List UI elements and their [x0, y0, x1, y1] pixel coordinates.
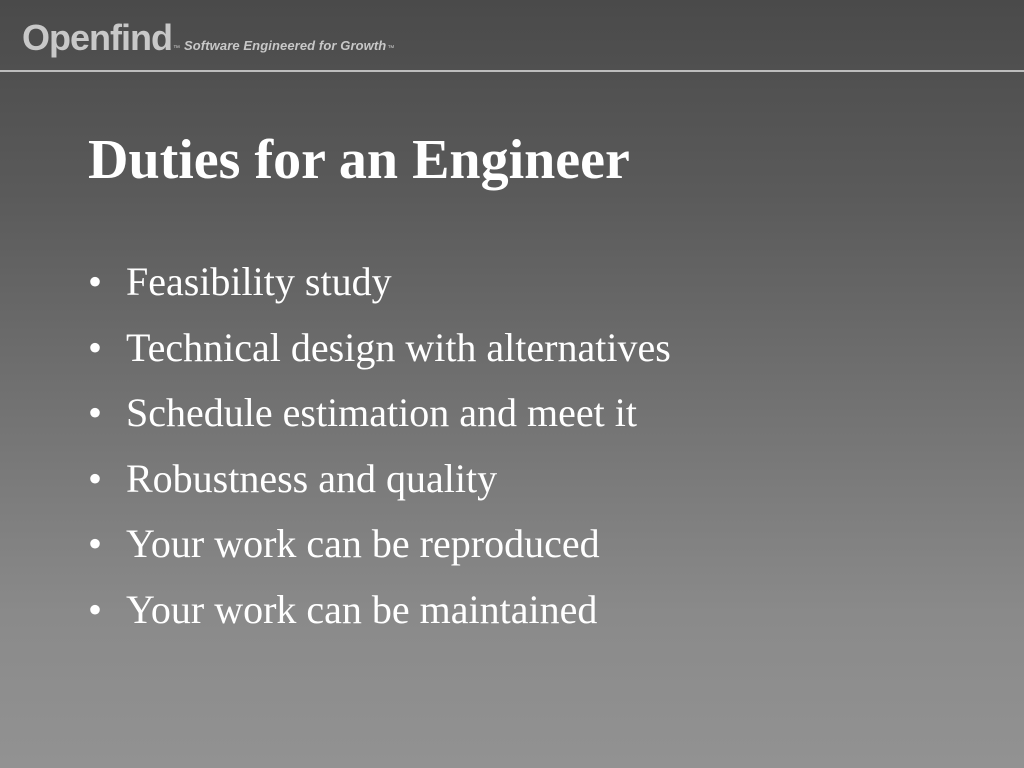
- bullet-text: Technical design with alternatives: [126, 324, 671, 370]
- bullet-icon: •: [88, 521, 103, 566]
- bullet-text: Robustness and quality: [126, 455, 498, 501]
- bullet-list: [88, 255, 671, 648]
- bullet-item: [88, 452, 671, 518]
- bullet-icon: •: [88, 455, 103, 501]
- openfind-logo: [22, 17, 395, 58]
- logo-tagline: Software Engineered for Growth: [183, 38, 387, 53]
- bullet-text: Feasibility study: [126, 259, 392, 304]
- bullet-text: Your work can be reproduced: [126, 521, 600, 566]
- logo-tagline-trademark: ™: [387, 45, 395, 52]
- slide-header: [0, 0, 1024, 70]
- bullet-item: [88, 321, 671, 387]
- header-divider: [0, 70, 1024, 72]
- bullet-icon: •: [88, 390, 103, 435]
- bullet-text: Your work can be maintained: [126, 586, 598, 632]
- bullet-item: [88, 517, 671, 583]
- logo-trademark: ™: [172, 45, 180, 52]
- slide-title: Duties for an Engineer: [88, 129, 630, 191]
- bullet-icon: •: [88, 324, 103, 370]
- bullet-icon: •: [88, 586, 103, 632]
- bullet-icon: •: [88, 259, 103, 304]
- bullet-text: Schedule estimation and meet it: [126, 390, 637, 435]
- logo-name: Openfind: [22, 17, 172, 58]
- bullet-item: [88, 386, 671, 452]
- bullet-item: [88, 583, 671, 649]
- bullet-item: [88, 255, 671, 321]
